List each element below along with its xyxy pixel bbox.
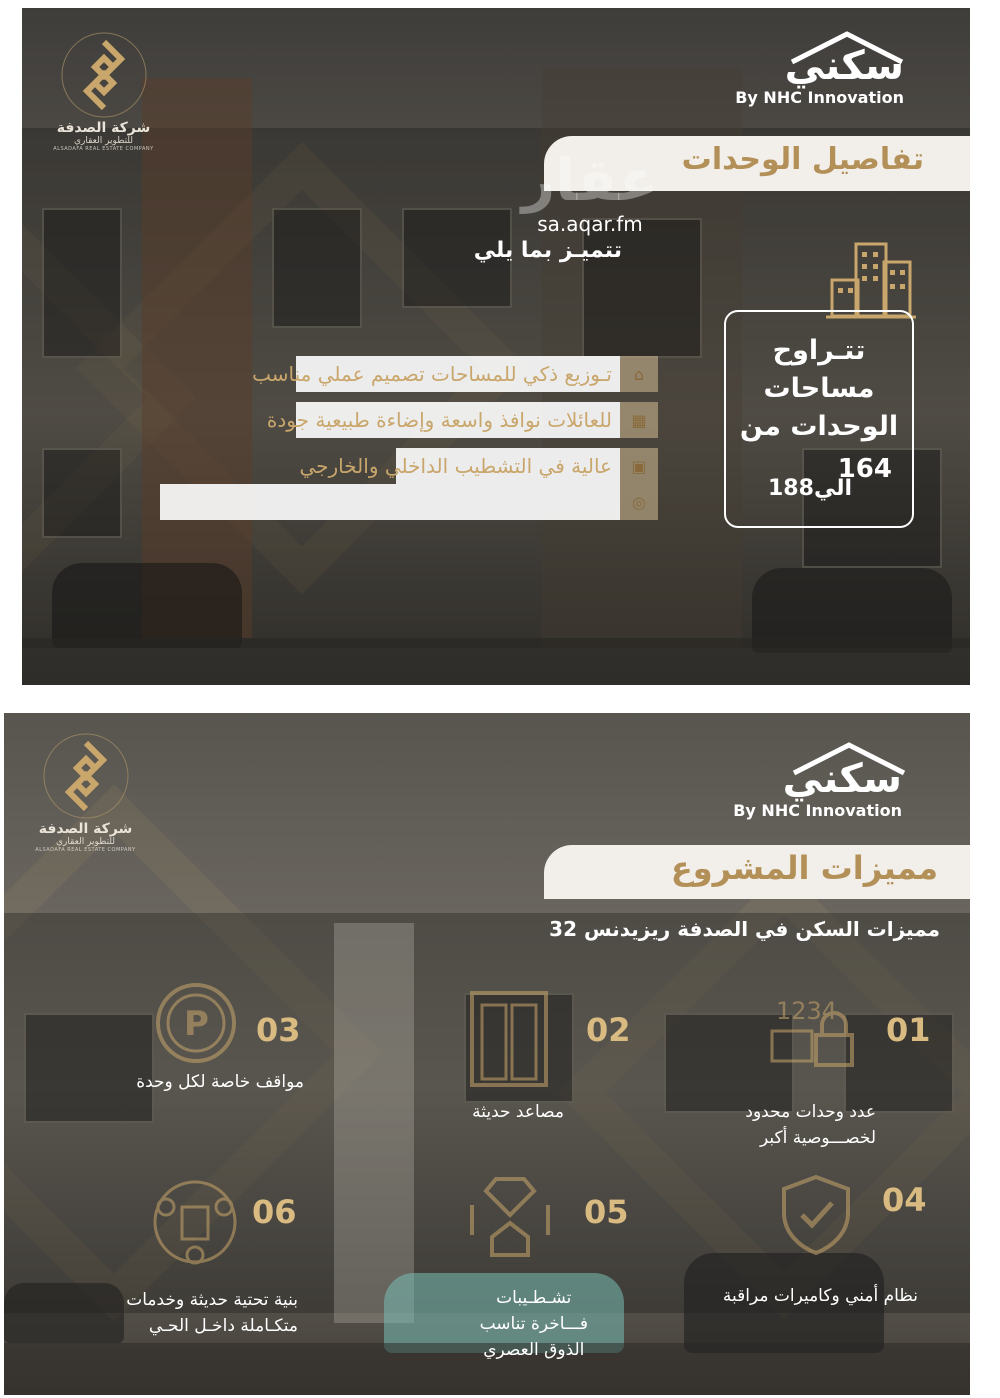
feature-label	[126, 1287, 298, 1339]
area-box	[724, 310, 914, 528]
feature-row	[106, 448, 658, 484]
feature-text: للعائلات نوافذ واسعة وإضاءة طبيعية جودة	[266, 408, 612, 432]
company-subtitle: للتطوير العقاري	[73, 136, 134, 146]
diamond-icon	[468, 1175, 552, 1265]
company-name: شركة الصدفة	[38, 821, 133, 837]
feature-label	[480, 1285, 588, 1363]
shield-icon	[780, 1173, 852, 1257]
sakani-brand	[702, 757, 902, 820]
parking-icon	[154, 981, 238, 1065]
feature-label	[136, 1069, 304, 1095]
infrastructure-icon	[150, 1177, 240, 1267]
feature-number: 03	[256, 1011, 301, 1049]
company-emblem-icon	[41, 731, 131, 821]
feature-line: لخصـــوصية أكبر	[759, 1128, 876, 1148]
project-features-panel	[4, 713, 970, 1395]
buildings-icon	[826, 240, 916, 320]
feature-line: الذوق العصري	[483, 1340, 585, 1360]
page-title: تفاصيل الوحدات	[681, 142, 924, 177]
title-banner	[544, 845, 970, 899]
feature-line: عدد وحدات محدود	[745, 1102, 876, 1122]
feature-number: 06	[252, 1193, 297, 1231]
area-to: الي188	[768, 476, 852, 501]
company-logo	[36, 30, 171, 152]
units-details-panel	[22, 8, 970, 685]
feature-text: تـوزيع ذكي للمساحات تصميم عملي مناسب	[252, 362, 612, 386]
brand-by: By NHC Innovation	[735, 88, 904, 107]
company-name-en: ALSADAFA REAL ESTATE COMPANY	[53, 146, 154, 152]
company-name: شركة الصدفة	[56, 120, 151, 136]
company-emblem-icon	[59, 30, 149, 120]
svg-text:P: P	[184, 1004, 209, 1044]
feature-label	[472, 1099, 564, 1125]
page-title: مميزات المشروع	[670, 849, 938, 887]
feature-line: نظام أمني وكاميرات مراقبة	[722, 1286, 918, 1306]
feature-number: 05	[584, 1193, 629, 1231]
feature-number: 02	[586, 1011, 631, 1049]
lock-icon	[766, 979, 862, 1075]
company-name-en: ALSADAFA REAL ESTATE COMPANY	[35, 847, 136, 853]
company-subtitle: للتطوير العقاري	[55, 837, 116, 847]
area-text: تتـراوح مساحات الوحدات من	[739, 335, 899, 442]
feature-line: تشـطـيبات	[496, 1288, 572, 1308]
brand-word: سكني	[784, 43, 904, 89]
feature-row	[106, 402, 658, 438]
feature-line: مواقف خاصة لكل وحدة	[136, 1072, 304, 1092]
area-from: 164	[837, 454, 892, 484]
elevator-icon	[468, 989, 550, 1089]
finish-icon: ▣	[620, 448, 658, 484]
feature-number: 01	[886, 1011, 931, 1049]
feature-row	[106, 484, 658, 520]
window-icon: ▦	[620, 402, 658, 438]
feature-line: مصاعد حديثة	[472, 1102, 564, 1122]
feature-text: عالية في التشطيب الداخلي والخارجي	[299, 454, 612, 478]
feature-number: 04	[882, 1181, 927, 1219]
feature-label	[723, 1283, 918, 1309]
company-logo	[18, 731, 153, 853]
feature-line: بنية تحتية حديثة وخدمات	[126, 1290, 298, 1310]
feature-line: فـــاخرة تناسب	[479, 1314, 588, 1334]
feature-row	[106, 356, 658, 392]
svg-text:1234: 1234	[776, 997, 838, 1025]
brand-word: سكني	[782, 756, 902, 802]
brand-by: By NHC Innovation	[733, 801, 902, 820]
watermark-url: sa.aqar.fm	[537, 212, 643, 236]
home-circle-icon: ◎	[620, 484, 658, 520]
sakani-brand	[704, 44, 904, 107]
watermark-word: عقار	[521, 146, 659, 214]
feature-label	[745, 1099, 876, 1151]
section-subtitle: مميزات السكن في الصدفة ريزيدنس 32	[549, 917, 940, 941]
feature-line: متكـاملة داخـل الحـي	[148, 1316, 298, 1336]
watermark	[500, 148, 680, 236]
section-subtitle: تتميـز بما يلي	[473, 238, 622, 263]
house-icon: ⌂	[620, 356, 658, 392]
